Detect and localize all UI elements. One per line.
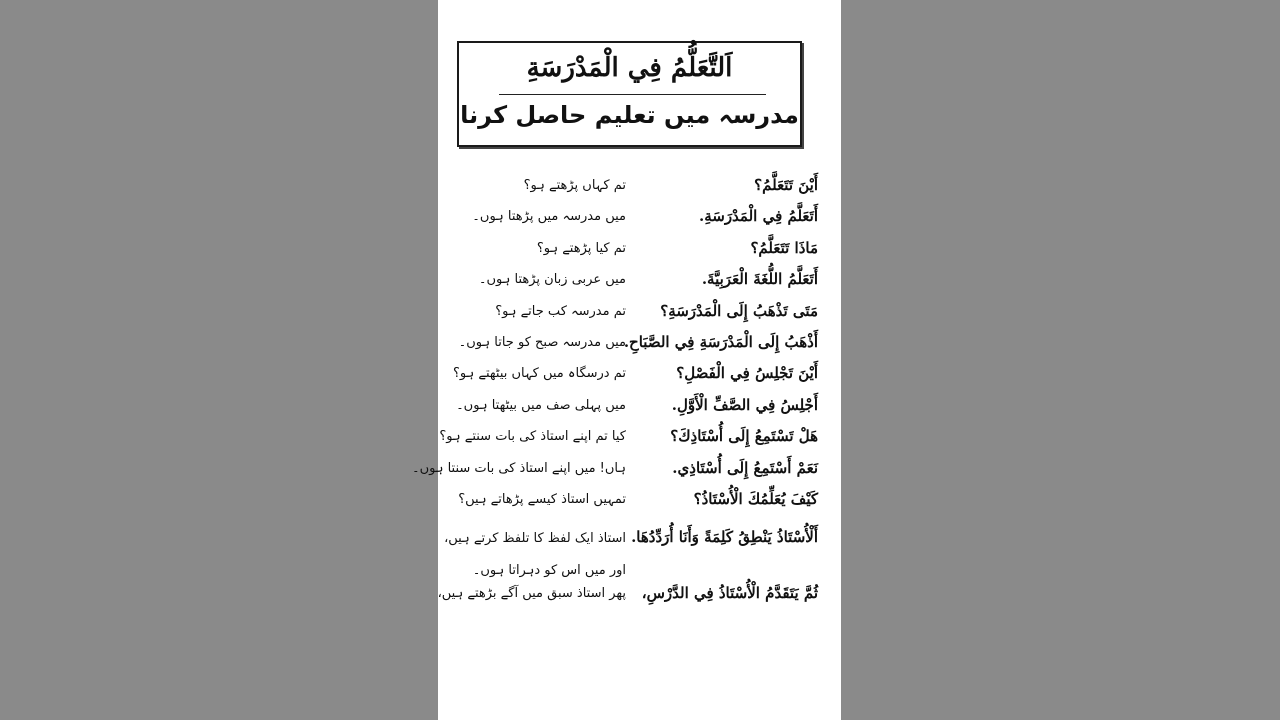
dialogue-line — [438, 302, 841, 333]
title-box — [457, 41, 802, 147]
urdu-title: مدرسہ میں تعلیم حاصل کرنا — [460, 101, 799, 129]
dialogue-line — [438, 239, 841, 270]
document-page — [411, 0, 841, 720]
arabic-title: اَلتَّعَلُّمُ فِي الْمَدْرَسَةِ — [526, 53, 733, 83]
urdu-translation: کیا تم اپنے استاذ کی بات سنتے ہو؟ — [439, 429, 626, 445]
arabic-text: أَيْنَ تَتَعَلَّمُ؟ — [754, 176, 818, 194]
urdu-translation: پھر استاذ سبق میں آگے بڑھتے ہیں، — [437, 586, 626, 602]
arabic-text: أَجْلِسُ فِي الصَّفِّ الْأَوَّلِ. — [671, 395, 818, 414]
dialogue-line — [438, 333, 841, 364]
urdu-translation: تم کہاں پڑھتے ہو؟ — [523, 178, 626, 193]
arabic-text: أَيْنَ تَجْلِسُ فِي الْفَصْلِ؟ — [676, 364, 818, 383]
urdu-translation: تمہیں استاذ کیسے پڑھاتے ہیں؟ — [458, 491, 626, 507]
urdu-translation: تم کیا پڑھتے ہو؟ — [536, 240, 626, 256]
arabic-text: أَذْهَبُ إِلَى الْمَدْرَسَةِ فِي الصَّبَاحِ. — [623, 332, 818, 351]
arabic-text: نَعَمْ أَسْتَمِعُ إِلَى أُسْتَاذِي. — [672, 458, 818, 477]
urdu-translation: استاذ ایک لفظ کا تلفظ کرتے ہیں، اور میں اس کو دہراتا ہوں۔ — [444, 531, 626, 579]
arabic-text: أَتَعَلَّمُ فِي الْمَدْرَسَةِ. — [698, 207, 818, 226]
title-divider — [499, 94, 766, 95]
urdu-translation: تم مدرسہ کب جاتے ہو؟ — [495, 303, 626, 319]
urdu-translation: میں مدرسہ میں پڑھتا ہوں۔ — [472, 209, 626, 225]
urdu-translation: میں پہلی صف میں بیٹھتا ہوں۔ — [456, 397, 626, 413]
arabic-text: كَيْفَ يُعَلِّمُكَ الْأُسْتَاذُ؟ — [693, 489, 818, 508]
urdu-translation: ہاں! میں اپنے استاذ کی بات سنتا ہوں۔ — [411, 460, 626, 476]
arabic-text: ثُمَّ يَتَقَدَّمُ الْأُسْتَاذُ فِي الدَّرْسِ، — [641, 584, 818, 603]
urdu-translation: تم درسگاہ میں کہاں بیٹھتے ہو؟ — [453, 366, 626, 382]
arabic-text: هَلْ تَسْتَمِعُ إِلَى أُسْتَاذِكَ؟ — [670, 427, 818, 446]
dialogue-line — [438, 396, 841, 427]
dialogue-line — [438, 427, 841, 458]
arabic-text: مَاذَا تَتَعَلَّمُ؟ — [750, 238, 818, 257]
dialogue-line — [438, 176, 841, 207]
urdu-translation: میں عربی زبان پڑھتا ہوں۔ — [478, 272, 626, 288]
arabic-text: مَتَى تَذْهَبُ إِلَى الْمَدْرَسَةِ؟ — [660, 301, 818, 320]
arabic-text: أَتَعَلَّمُ اللُّغَةَ الْعَرَبِيَّةَ. — [701, 270, 818, 289]
arabic-text: أَلْأُسْتَاذُ يَنْطِقُ كَلِمَةً وَأَنَا أُرَدِّدُهَا. — [631, 528, 818, 547]
dialogue-line — [438, 207, 841, 238]
dialogue-line — [411, 458, 841, 490]
dialogue-line — [438, 490, 841, 521]
dialogue-line — [438, 364, 841, 395]
dialogue-line — [438, 270, 841, 301]
dialogue-line — [438, 521, 841, 584]
dialogue-line — [438, 584, 841, 615]
dialogue-lines — [411, 176, 841, 616]
urdu-translation: میں مدرسہ صبح کو جاتا ہوں۔ — [458, 334, 626, 350]
